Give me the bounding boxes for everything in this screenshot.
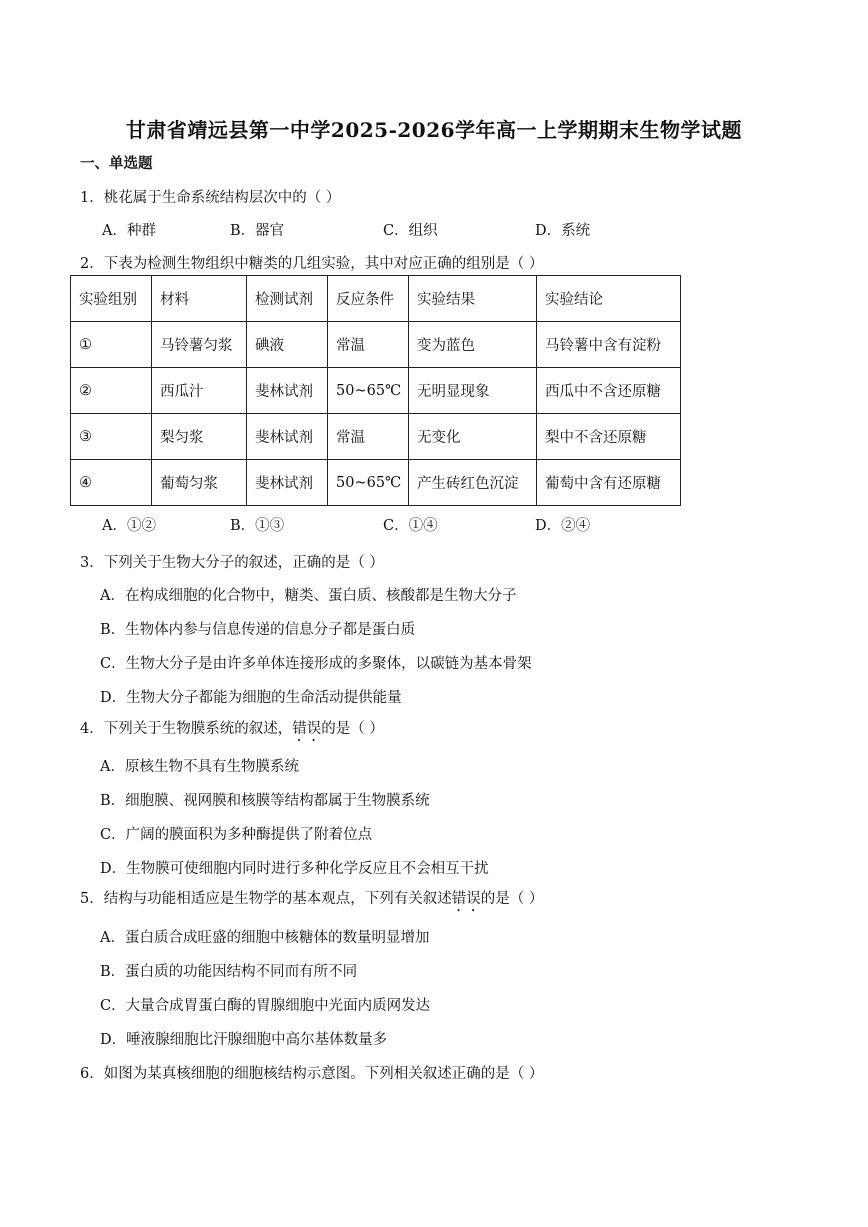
table-header-cell: 反应条件: [328, 276, 409, 322]
table-header-cell: 实验结果: [409, 276, 537, 322]
q4-option-c: C．广阔的膜面积为多种酶提供了附着位点: [100, 827, 373, 843]
table-cell: 无变化: [409, 414, 537, 460]
table-cell: 碘液: [247, 322, 328, 368]
table-cell: 葡萄匀浆: [152, 460, 247, 506]
q5-option-b: B．蛋白质的功能因结构不同而有所不同: [100, 964, 358, 980]
q3-option-d: D．生物大分子都能为细胞的生命活动提供能量: [100, 690, 402, 706]
question-3-stem: 3．下列关于生物大分子的叙述，正确的是（ ）: [80, 555, 384, 571]
table-row: [71, 460, 681, 506]
table-cell: 50~65℃: [328, 460, 409, 506]
table-header-row: [71, 276, 681, 322]
q3-option-a: A．在构成细胞的化合物中，糖类、蛋白质、核酸都是生物大分子: [100, 588, 517, 604]
table-cell: 马铃薯匀浆: [152, 322, 247, 368]
table-cell: 产生砖红色沉淀: [409, 460, 537, 506]
q5-stem-emphasis: 错误: [451, 891, 481, 907]
table-cell: 梨中不含还原糖: [537, 414, 681, 460]
table-cell: 常温: [328, 322, 409, 368]
question-2-stem: 2．下表为检测生物组织中糖类的几组实验，其中对应正确的组别是（ ）: [80, 256, 544, 272]
page-title: 甘肃省靖远县第一中学2025-2026学年高一上学期期末生物学试题: [125, 118, 743, 142]
q2-option-d: D．②④: [535, 518, 591, 534]
table-cell: 马铃薯中含有淀粉: [537, 322, 681, 368]
q2-option-b: B．①③: [230, 518, 285, 534]
table-cell: 西瓜汁: [152, 368, 247, 414]
table-cell: 斐林试剂: [247, 460, 328, 506]
q5-stem-text: 5．结构与功能相适应是生物学的基本观点，下列有关叙述: [80, 891, 452, 907]
q4-option-a: A．原核生物不具有生物膜系统: [100, 759, 299, 775]
section-heading: 一、单选题: [80, 155, 153, 172]
q3-option-c: C．生物大分子是由许多单体连接形成的多聚体，以碳链为基本骨架: [100, 656, 532, 672]
table-header-cell: 实验结论: [537, 276, 681, 322]
table-cell: 斐林试剂: [247, 368, 328, 414]
table-header-cell: 材料: [152, 276, 247, 322]
table-cell: 50~65℃: [328, 368, 409, 414]
q1-option-a: A．种群: [102, 223, 156, 239]
table-cell: ③: [71, 414, 152, 460]
table-cell: 西瓜中不含还原糖: [537, 368, 681, 414]
table-header-cell: 实验组别: [71, 276, 152, 322]
table-cell: 梨匀浆: [152, 414, 247, 460]
q1-option-c: C．组织: [383, 223, 438, 239]
table-row: [71, 368, 681, 414]
q4-stem-emphasis: 错误: [292, 721, 322, 737]
q5-option-d: D．唾液腺细胞比汗腺细胞中高尔基体数量多: [100, 1032, 388, 1048]
q4-option-d: D．生物膜可使细胞内同时进行多种化学反应且不会相互干扰: [100, 861, 489, 877]
table-cell: 斐林试剂: [247, 414, 328, 460]
table-cell: ④: [71, 460, 152, 506]
table-cell: ②: [71, 368, 152, 414]
q1-option-b: B．器官: [230, 223, 285, 239]
q5-option-c: C．大量合成胃蛋白酶的胃腺细胞中光面内质网发达: [100, 998, 431, 1014]
q3-option-b: B．生物体内参与信息传递的信息分子都是蛋白质: [100, 622, 416, 638]
q4-option-b: B．细胞膜、视网膜和核膜等结构都属于生物膜系统: [100, 793, 430, 809]
q4-stem-text: 4．下列关于生物膜系统的叙述，: [80, 721, 293, 737]
q5-stem-tail: 的是（ ）: [480, 891, 544, 907]
experiment-table: [70, 275, 681, 506]
table-cell: 变为蓝色: [409, 322, 537, 368]
question-1-stem: 1．桃花属于生命系统结构层次中的（ ）: [80, 190, 341, 206]
table-cell: 常温: [328, 414, 409, 460]
q2-option-a: A．①②: [102, 518, 156, 534]
question-4-stem: [80, 717, 384, 745]
table-row: [71, 322, 681, 368]
table-cell: ①: [71, 322, 152, 368]
q4-stem-tail: 的是（ ）: [321, 721, 384, 737]
question-5-stem: [80, 887, 543, 915]
table-row: [71, 414, 681, 460]
q5-option-a: A．蛋白质合成旺盛的细胞中核糖体的数量明显增加: [100, 930, 430, 946]
table-cell: 葡萄中含有还原糖: [537, 460, 681, 506]
q1-option-d: D．系统: [535, 223, 591, 239]
question-6-stem: 6．如图为某真核细胞的细胞核结构示意图。下列相关叙述正确的是（ ）: [80, 1066, 544, 1082]
table-header-cell: 检测试剂: [247, 276, 328, 322]
table-cell: 无明显现象: [409, 368, 537, 414]
q2-option-c: C．①④: [383, 518, 438, 534]
